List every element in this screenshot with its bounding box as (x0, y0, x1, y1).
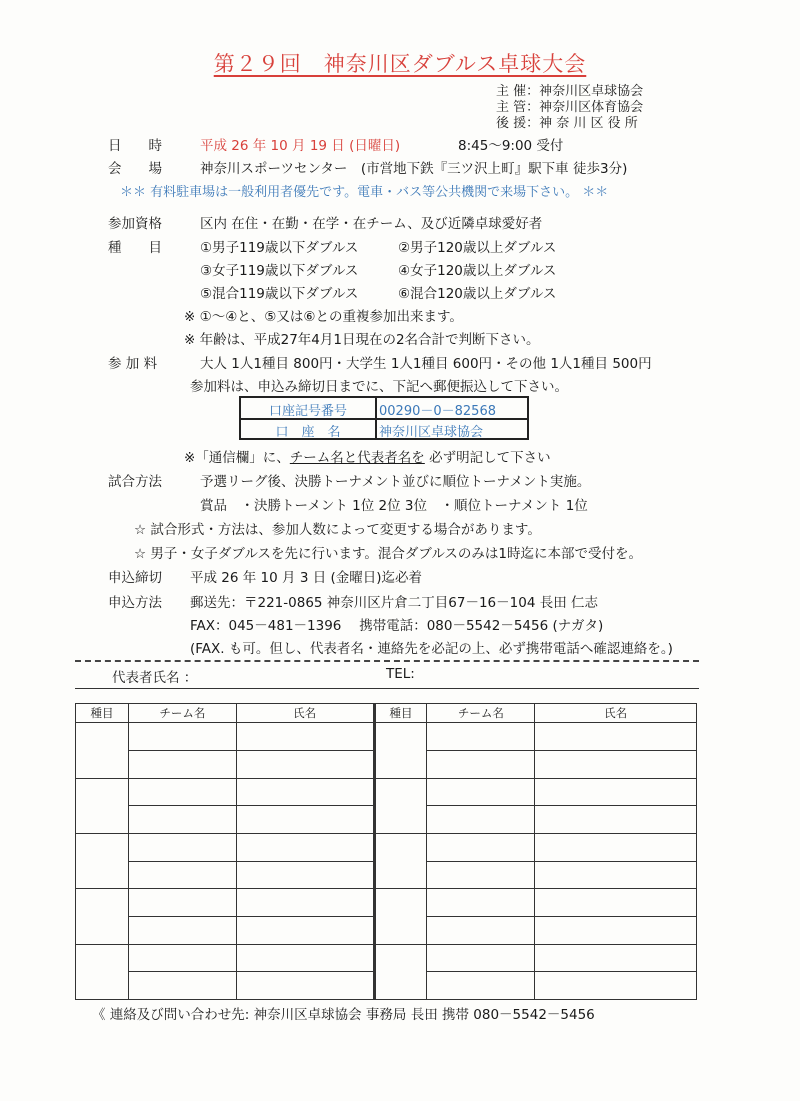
team-cell[interactable] (427, 972, 535, 1000)
event-cell[interactable] (76, 778, 129, 833)
team-cell[interactable] (427, 944, 535, 972)
team-cell[interactable] (427, 889, 535, 917)
team-cell[interactable] (128, 834, 236, 862)
event-cell[interactable] (374, 834, 427, 889)
name-cell[interactable] (535, 834, 697, 862)
parking-notice: ＊＊ 有料駐車場は一般利用者優先です。電車・バス等公共機関で来場下さい。 ＊＊ (120, 185, 609, 200)
event-cell[interactable] (374, 889, 427, 944)
name-cell[interactable] (236, 916, 374, 944)
account-name-label: 口 座 名 (275, 425, 341, 440)
eligibility-value: 区内 在住・在勤・在学・在チーム、及び近隣卓球愛好者 (200, 216, 543, 232)
team-cell[interactable] (427, 751, 535, 779)
event-cell[interactable] (374, 944, 427, 999)
team-cell[interactable] (128, 806, 236, 834)
name-cell[interactable] (535, 944, 697, 972)
table-row (76, 944, 697, 972)
table-row (76, 889, 697, 917)
event-item: ⑥混合120歳以上ダブルス (398, 286, 557, 302)
team-cell[interactable] (128, 889, 236, 917)
organizer-manage: 主 管：神奈川区体育協会 (496, 100, 644, 115)
match-prize: 賞品 ・決勝トーメント 1位 2位 3位 ・順位トーナメント 1位 (200, 498, 588, 514)
name-cell[interactable] (236, 834, 374, 862)
team-cell[interactable] (427, 723, 535, 751)
account-number-label: 口座記号番号 (268, 404, 347, 419)
entry-table (75, 703, 697, 1000)
deadline-label: 申込締切 (108, 570, 162, 586)
date-value: 平成 26 年 10 月 19 日 (日曜日) (200, 138, 401, 154)
event-cell[interactable] (76, 944, 129, 999)
page-title: 第２９回 神奈川区ダブルス卓球大会 (213, 52, 587, 76)
apply-mail: 郵送先：〒221-0865 神奈川区片倉二丁目67－16－104 長田 仁志 (190, 595, 598, 611)
fee-note: 参加料は、申込み締切日までに、下記へ郵便振込して下さい。 (190, 379, 568, 395)
account-box (239, 396, 529, 440)
header-name: 氏名 (236, 704, 374, 723)
name-cell[interactable] (236, 723, 374, 751)
fee-label: 参 加 料 (108, 356, 158, 372)
table-row (76, 723, 697, 751)
team-cell[interactable] (128, 944, 236, 972)
organizer-support: 後 援：神 奈 川 区 役 所 (496, 116, 638, 131)
header-event: 種目 (76, 704, 129, 723)
header-name: 氏名 (535, 704, 697, 723)
team-cell[interactable] (128, 916, 236, 944)
rep-label: 代表者氏名 ： (112, 670, 198, 686)
name-cell[interactable] (535, 751, 697, 779)
table-row (76, 834, 697, 862)
eligibility-label: 参加資格 (108, 216, 162, 232)
name-cell[interactable] (535, 972, 697, 1000)
team-cell[interactable] (427, 778, 535, 806)
event-item: ⑤混合119歳以下ダブルス (200, 286, 359, 302)
name-cell[interactable] (236, 778, 374, 806)
footer-contact: 《 連絡及び問い合わせ先: 神奈川区卓球協会 事務局 長田 携帯 080－5542－5456 (92, 1007, 595, 1023)
name-cell[interactable] (535, 916, 697, 944)
account-name-value: 神奈川区卓球協会 (379, 425, 484, 440)
event-cell[interactable] (374, 778, 427, 833)
star-note: ☆ 男子・女子ダブルスを先に行います。混合ダブルスのみは1時迄に本部で受付を。 (134, 546, 643, 562)
events-label: 種 目 (108, 240, 162, 256)
name-cell[interactable] (535, 806, 697, 834)
fee-value: 大人 1人1種目 800円・大学生 1人1種目 600円・その他 1人1種目 500円 (200, 356, 652, 372)
name-cell[interactable] (535, 861, 697, 889)
star-note: ☆ 試合形式・方法は、参加人数によって変更する場合があります。 (134, 522, 541, 538)
event-cell[interactable] (76, 723, 129, 778)
table-row (76, 778, 697, 806)
apply-note: (FAX. も可。但し、代表者名・連絡先を必記の上、必ず携帯電話へ確認連絡を。) (190, 641, 673, 657)
header-team: チーム名 (128, 704, 236, 723)
team-cell[interactable] (427, 861, 535, 889)
team-cell[interactable] (128, 861, 236, 889)
comm-note: ※「通信欄」に、チーム名と代表者名を 必ず明記して下さい (184, 450, 551, 466)
team-cell[interactable] (128, 751, 236, 779)
header-team: チーム名 (427, 704, 535, 723)
rep-underline (75, 688, 699, 689)
apply-fax: FAX：045－481－1396 携帯電話：080－5542－5456 (ナガタ) (190, 618, 604, 634)
team-cell[interactable] (427, 834, 535, 862)
date-time: 8:45～9:00 受付 (458, 138, 564, 154)
name-cell[interactable] (236, 972, 374, 1000)
tel-label: TEL: (386, 666, 415, 682)
team-cell[interactable] (128, 778, 236, 806)
venue-label: 会 場 (108, 161, 162, 177)
team-cell[interactable] (128, 723, 236, 751)
event-item: ③女子119歳以下ダブルス (200, 263, 359, 279)
match-value: 予選リーグ後、決勝トーナメント並びに順位トーナメント実施。 (200, 474, 591, 490)
header-event: 種目 (374, 704, 427, 723)
organizer-host: 主 催：神奈川区卓球協会 (496, 84, 644, 99)
event-cell[interactable] (76, 889, 129, 944)
name-cell[interactable] (236, 889, 374, 917)
name-cell[interactable] (236, 806, 374, 834)
table-header-row (76, 704, 697, 723)
team-cell[interactable] (427, 916, 535, 944)
name-cell[interactable] (535, 723, 697, 751)
apply-label: 申込方法 (108, 595, 162, 611)
events-note: ※ ①～④と、⑤又は⑥との重複参加出来ます。 (184, 309, 463, 325)
team-cell[interactable] (128, 972, 236, 1000)
team-cell[interactable] (427, 806, 535, 834)
event-cell[interactable] (374, 723, 427, 778)
events-note: ※ 年齢は、平成27年4月1日現在の2名合計で判断下さい。 (184, 332, 540, 348)
date-label: 日 時 (108, 138, 162, 154)
account-number-value: 00290－0－82568 (379, 404, 496, 419)
event-item: ②男子120歳以上ダブルス (398, 240, 557, 256)
name-cell[interactable] (236, 861, 374, 889)
name-cell[interactable] (535, 889, 697, 917)
name-cell[interactable] (236, 944, 374, 972)
event-item: ①男子119歳以下ダブルス (200, 240, 359, 256)
name-cell[interactable] (535, 778, 697, 806)
deadline-value: 平成 26 年 10 月 3 日 (金曜日)迄必着 (190, 570, 423, 586)
venue-value: 神奈川スポーツセンター (市営地下鉄『三ツ沢上町』駅下車 徒歩3分) (200, 161, 628, 177)
name-cell[interactable] (236, 751, 374, 779)
match-label: 試合方法 (108, 474, 162, 490)
cut-line (75, 660, 699, 662)
event-cell[interactable] (76, 834, 129, 889)
event-item: ④女子120歳以上ダブルス (398, 263, 557, 279)
